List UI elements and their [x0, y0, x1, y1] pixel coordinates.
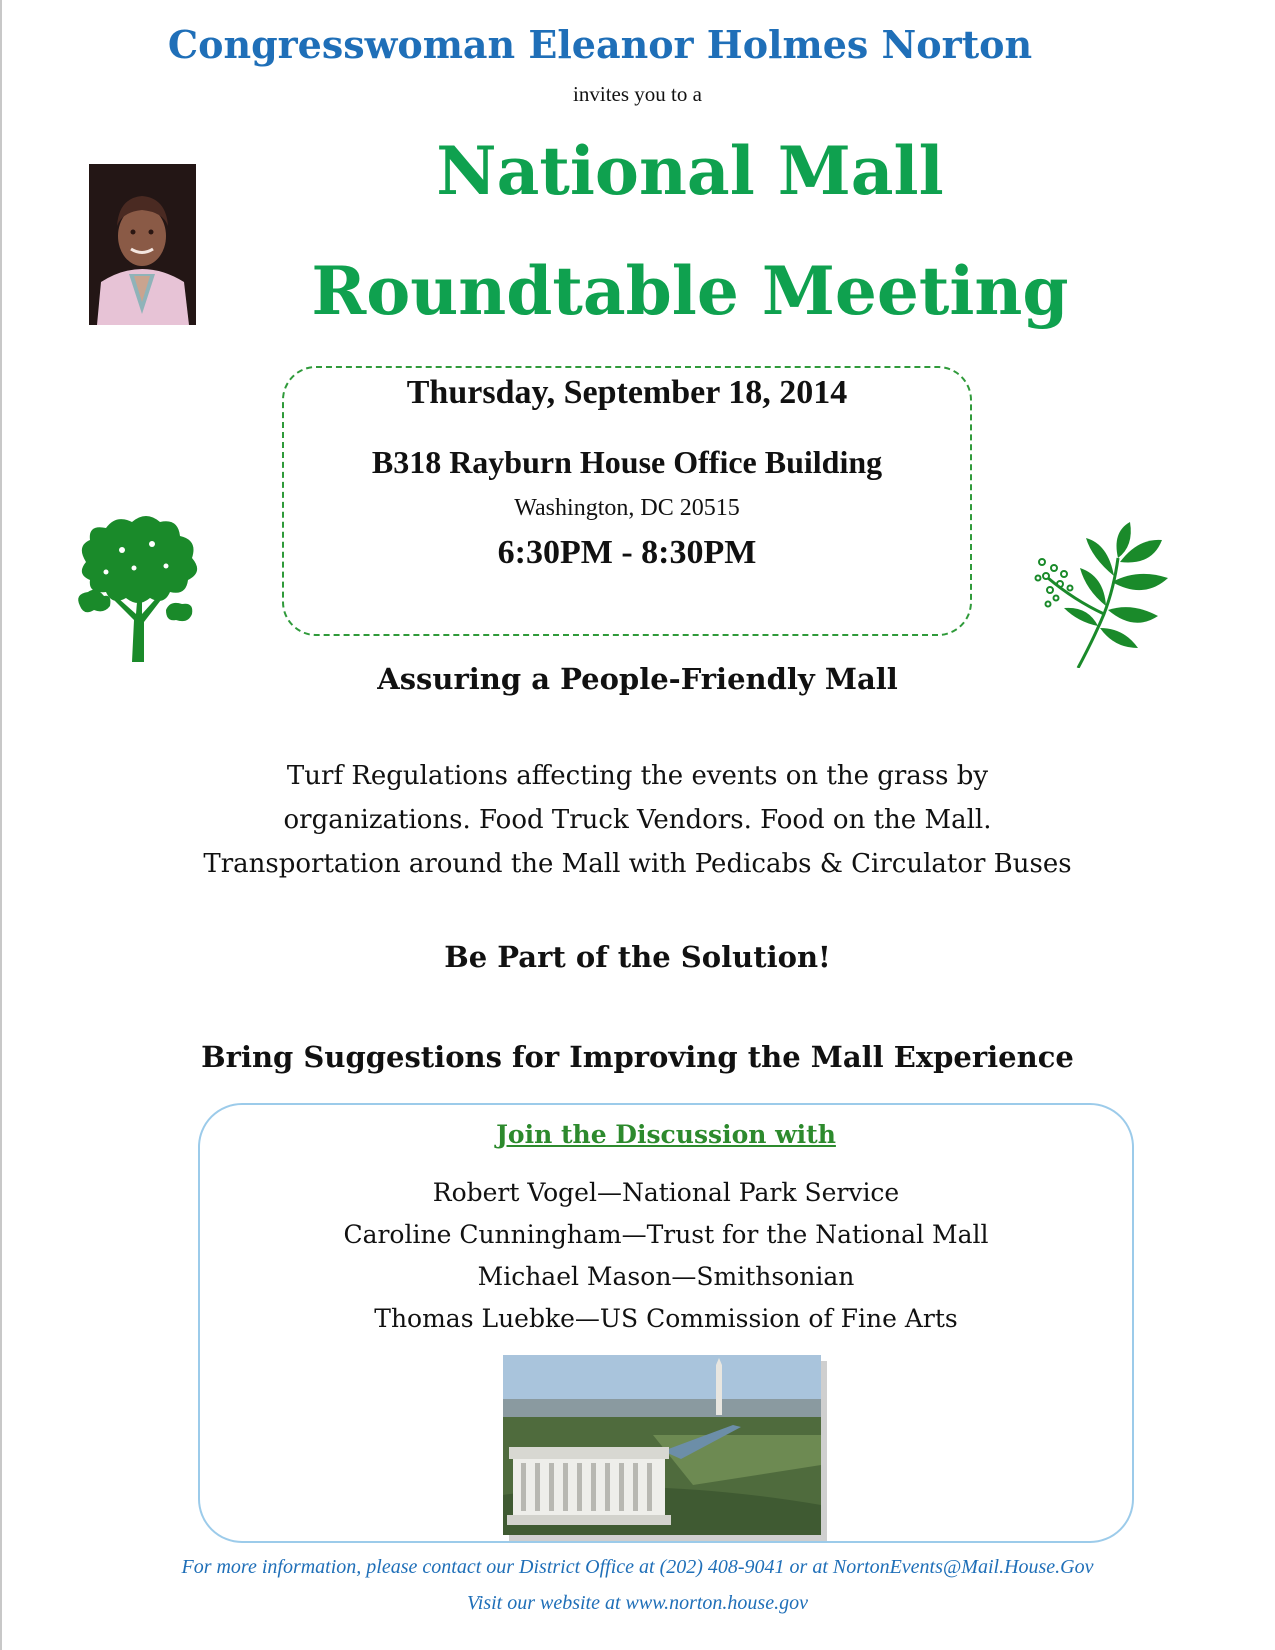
tagline: Assuring a People-Friendly Mall [377, 662, 898, 696]
panel-heading: Join the Discussion with [496, 1120, 836, 1149]
event-city: Washington, DC 20515 [514, 495, 740, 521]
tree-icon [74, 510, 204, 666]
host-name: Congresswoman Eleanor Holmes Norton [167, 22, 1033, 67]
congresswoman-portrait [89, 164, 196, 325]
event-date: Thursday, September 18, 2014 [406, 374, 848, 411]
invite-line: invites you to a [573, 82, 702, 106]
leaf-branch-icon [1034, 518, 1174, 672]
speaker-item: Caroline Cunningham—Trust for the National Mall [343, 1220, 989, 1249]
call-to-action: Be Part of the Solution! [444, 940, 831, 974]
speaker-item: Robert Vogel—National Park Service [432, 1178, 900, 1207]
topics-line: organizations. Food Truck Vendors. Food on the Mall. [283, 805, 992, 835]
title-line-1: National Mall [436, 132, 944, 210]
speaker-item: Thomas Luebke—US Commission of Fine Arts [374, 1304, 958, 1333]
title-line-2: Roundtable Meeting [311, 252, 1069, 330]
event-location: B318 Rayburn House Office Building [371, 444, 883, 480]
speaker-item: Michael Mason—Smithsonian [477, 1262, 855, 1291]
speaker-list [198, 1172, 1134, 1340]
topics-line: Turf Regulations affecting the events on the grass by [286, 761, 989, 791]
topics-line: Transportation around the Mall with Pedicabs & Circulator Buses [203, 849, 1072, 879]
suggestions-line: Bring Suggestions for Improving the Mall Experience [201, 1040, 1074, 1074]
website-info: Visit our website at www.norton.house.gov [467, 1592, 808, 1614]
lincoln-memorial-photo [503, 1355, 821, 1535]
contact-info: For more information, please contact our District Office at (202) 408-9041 or at NortonEvents@Mail.House.Gov [181, 1556, 1094, 1578]
topics-paragraph [0, 754, 1275, 886]
event-time: 6:30PM - 8:30PM [497, 534, 757, 571]
